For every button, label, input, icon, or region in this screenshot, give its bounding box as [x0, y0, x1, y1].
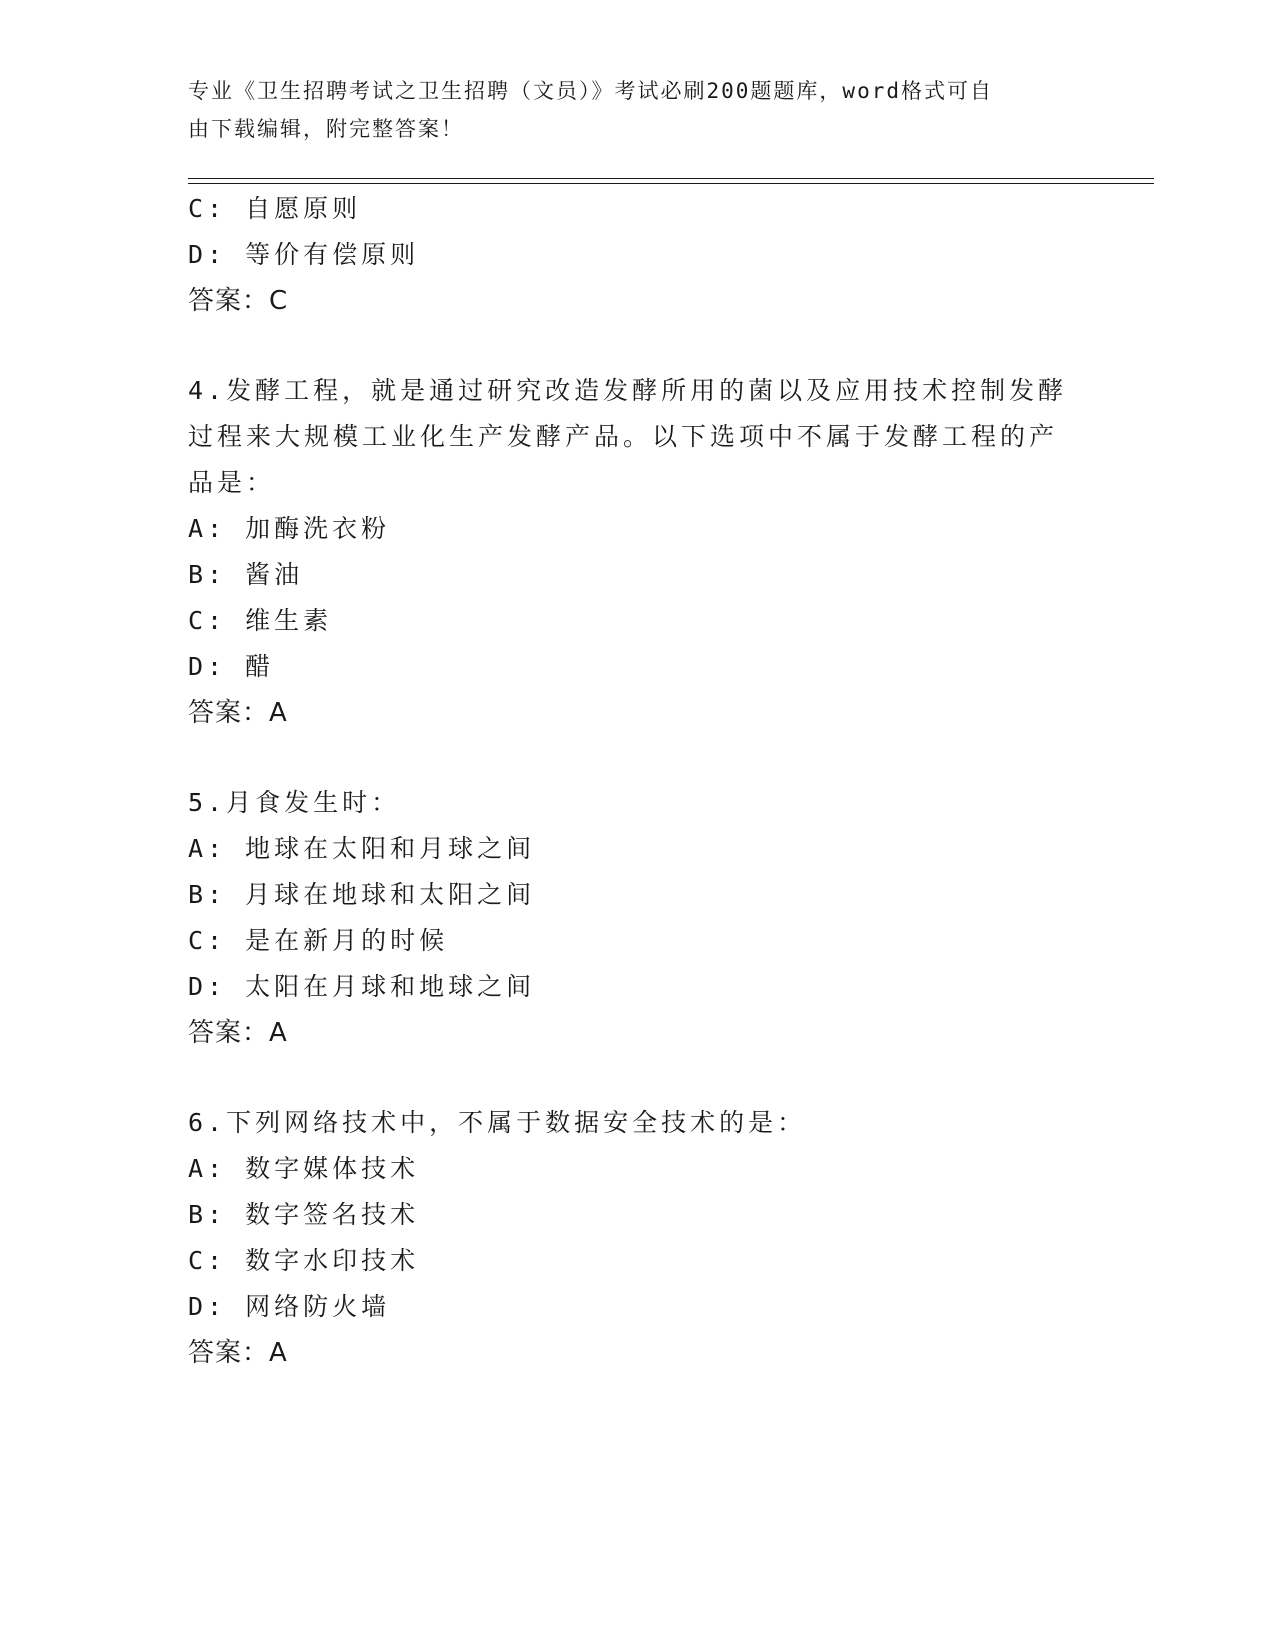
q6-answer: 答案：A [188, 1338, 288, 1368]
q3-answer: 答案：C [188, 286, 289, 316]
q6-option-c: C: 数字水印技术 [188, 1246, 420, 1275]
spacer [188, 736, 1068, 780]
q4-option-b: B: 酱油 [188, 560, 304, 589]
q4-stem-line-3: 品是： [188, 468, 276, 497]
q6-option-d: D: 网络防火墙 [188, 1292, 391, 1321]
q6-stem: 6.下列网络技术中，不属于数据安全技术的是： [188, 1108, 807, 1137]
question-4 [188, 368, 1068, 736]
header-divider-bottom [188, 183, 1154, 184]
spacer [188, 1056, 1068, 1100]
q4-answer: 答案：A [188, 698, 288, 728]
q5-answer: 答案：A [188, 1018, 288, 1048]
document-header [188, 72, 1068, 148]
q5-option-b: B: 月球在地球和太阳之间 [188, 880, 536, 909]
q4-stem-line-2: 过程来大规模工业化生产发酵产品。以下选项中不属于发酵工程的产 [188, 422, 1059, 451]
question-5 [188, 780, 1068, 1056]
spacer [188, 324, 1068, 368]
q3-option-d: D: 等价有偿原则 [188, 240, 420, 269]
question-3-tail [188, 186, 1068, 324]
q4-stem-line-1: 4.发酵工程，就是通过研究改造发酵所用的菌以及应用技术控制发酵 [188, 376, 1068, 405]
question-6 [188, 1100, 1068, 1376]
header-line-2: 由下载编辑，附完整答案！ [188, 117, 464, 141]
q5-option-c: C: 是在新月的时候 [188, 926, 449, 955]
question-list [188, 186, 1068, 1376]
q4-option-a: A: 加酶洗衣粉 [188, 514, 391, 543]
q5-option-d: D: 太阳在月球和地球之间 [188, 972, 536, 1001]
q4-option-d: D: 醋 [188, 652, 275, 681]
q6-option-b: B: 数字签名技术 [188, 1200, 420, 1229]
header-divider-top [188, 178, 1154, 179]
q3-option-c: C: 自愿原则 [188, 194, 362, 223]
q5-stem: 5.月食发生时： [188, 788, 401, 817]
q4-option-c: C: 维生素 [188, 606, 333, 635]
header-line-1: 专业《卫生招聘考试之卫生招聘（文员）》考试必刷200题题库，word格式可自 [188, 79, 993, 103]
q6-option-a: A: 数字媒体技术 [188, 1154, 420, 1183]
q5-option-a: A: 地球在太阳和月球之间 [188, 834, 536, 863]
